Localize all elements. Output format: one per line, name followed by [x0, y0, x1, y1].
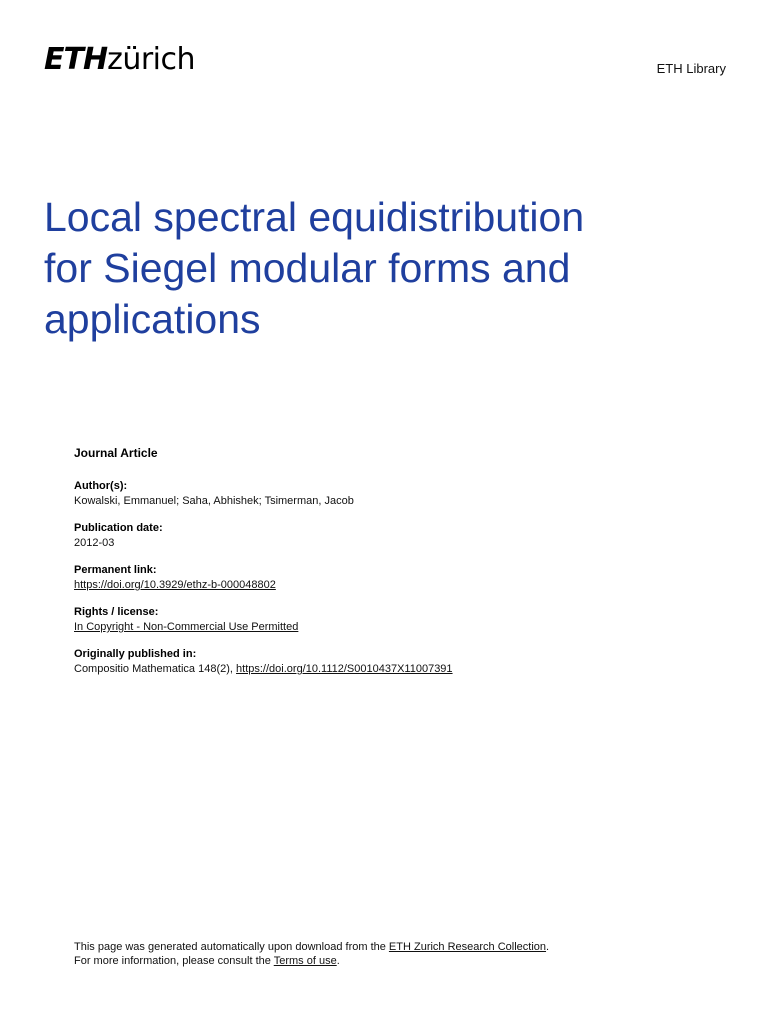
authors-field: [74, 479, 714, 508]
permanent-link-label: Permanent link:: [74, 564, 157, 576]
footer-line-1: [74, 940, 714, 954]
library-label: ETH Library: [656, 61, 726, 76]
document-title: [44, 192, 724, 345]
published-journal: Compositio Mathematica 148(2),: [74, 663, 233, 675]
permanent-link-field: [74, 563, 714, 592]
published-label: Originally published in:: [74, 648, 197, 660]
published-doi-link[interactable]: https://doi.org/10.1112/S0010437X11007391: [236, 663, 453, 675]
footer-line-2-end: .: [336, 955, 340, 967]
record-metadata: [74, 446, 714, 689]
title-line-1: Local spectral equidistribution: [44, 194, 585, 240]
eth-zurich-logo: [44, 40, 195, 80]
rights-field: [74, 605, 714, 634]
title-line-3: applications: [44, 296, 261, 342]
footer-line-1-end: .: [546, 941, 550, 953]
footer-line-2: [74, 954, 714, 968]
footer-line-2-text: For more information, please consult the: [74, 955, 271, 967]
date-value: 2012-03: [74, 537, 115, 549]
permanent-link[interactable]: https://doi.org/10.3929/ethz-b-000048802: [74, 579, 276, 591]
authors-value: Kowalski, Emmanuel; Saha, Abhishek; Tsimerman, Jacob: [74, 495, 354, 507]
title-line-2: for Siegel modular forms and: [44, 245, 571, 291]
published-field: [74, 647, 714, 676]
terms-of-use-link[interactable]: Terms of use: [273, 955, 337, 967]
date-field: [74, 521, 714, 550]
logo-zurich: zürich: [107, 42, 196, 77]
research-collection-link[interactable]: ETH Zurich Research Collection: [388, 941, 547, 953]
rights-value: [74, 620, 714, 634]
authors-label: Author(s):: [74, 480, 128, 492]
permanent-link-value: [74, 578, 714, 592]
logo-eth: ETH: [44, 42, 108, 77]
footer-note: [74, 940, 714, 968]
rights-link[interactable]: In Copyright - Non-Commercial Use Permitted: [74, 621, 299, 633]
date-label: Publication date:: [74, 522, 163, 534]
rights-label: Rights / license:: [74, 606, 159, 618]
published-value: [74, 662, 714, 676]
footer-line-1-text: This page was generated automatically upon download from the: [74, 941, 386, 953]
document-type: Journal Article: [74, 446, 158, 460]
